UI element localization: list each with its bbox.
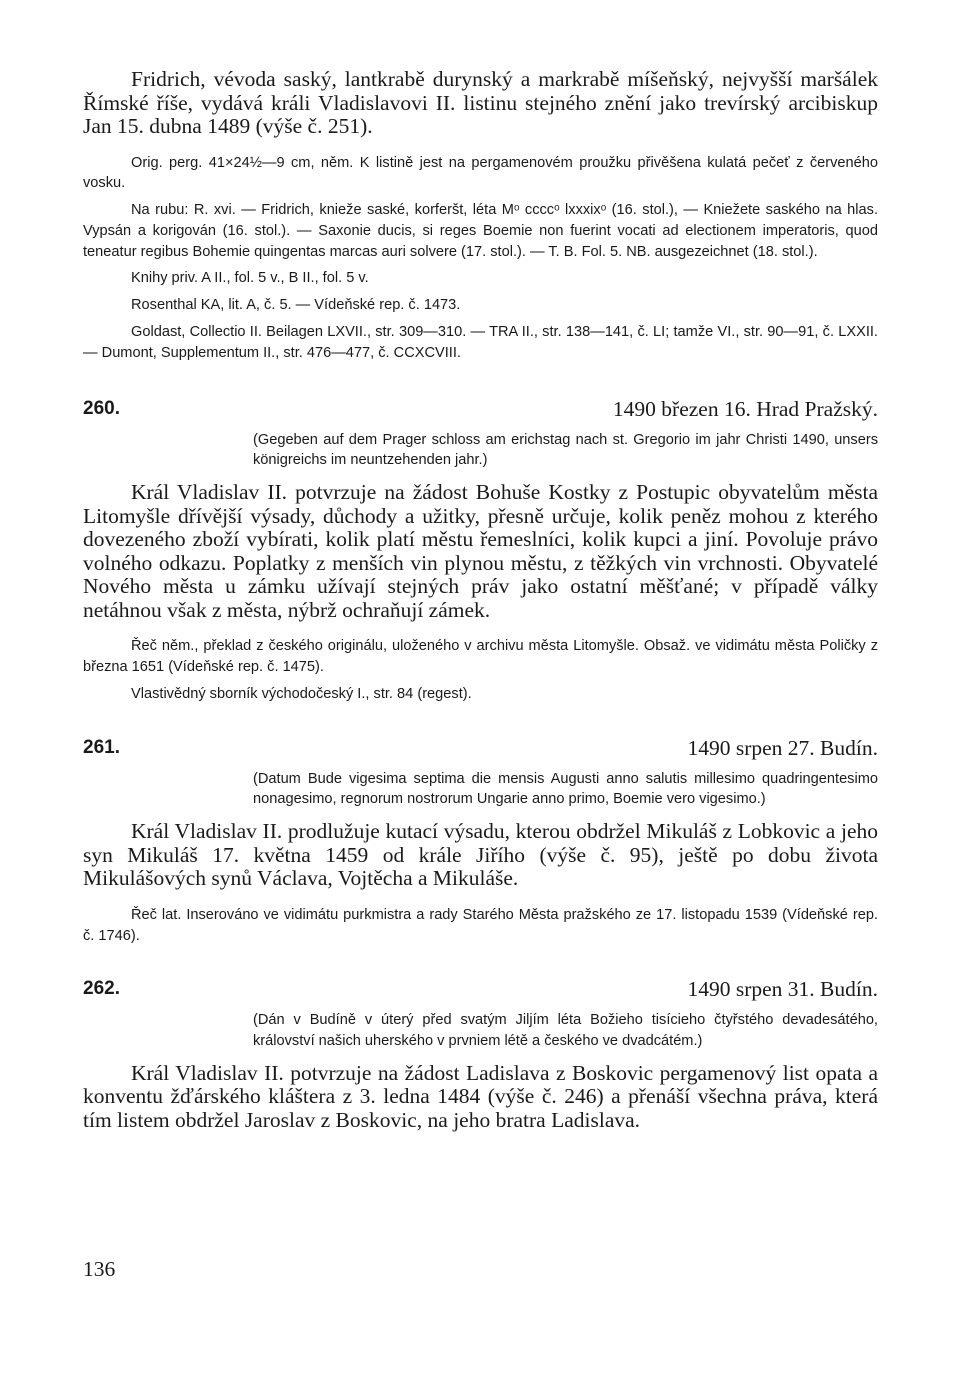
intro-note: Knihy priv. A II., fol. 5 v., B II., fol. 5 v. bbox=[131, 270, 369, 287]
section-date: 1490 srpen 31. Budín. bbox=[687, 977, 878, 1002]
intro-note: Orig. perg. 41×24½—9 cm, něm. K listině jest na pergamenovém proužku přivěšena kulatá pečeť z červeného vosku. bbox=[83, 154, 878, 192]
section-heading bbox=[83, 976, 878, 1004]
intro-regest: Fridrich, vévoda saský, lantkrabě durynský a markrabě míšeňský, nejvyšší maršálek Římské říše, vydává králi Vladislavovi II. listinu stejného znění jako trevírský arcibiskup Jan 15. dubna 1489 (výše č. 251). bbox=[83, 67, 878, 138]
section-date: 1490 srpen 27. Budín. bbox=[687, 735, 878, 760]
intro-note: Na rubu: R. xvi. — Fridrich, knieže saské, korferšt, léta Mᵒ ccccᵒ lxxxixᵒ (16. stol.), — Kniežete saského na hlas. Vypsán a korigován (16. stol.). — Saxonie ducis, si reges Boemie non fuerint vocati ad electionem imperatoris, quod teneatur regibus Bohemie quingentas marcas auri solvere (17. stol.). — T. B. Fol. 5. NB. ausgezeichnet (18. stol.). bbox=[83, 202, 878, 260]
intro-note: Rosenthal KA, lit. A, č. 5. — Vídeňské rep. č. 1473. bbox=[131, 297, 461, 314]
section-regest: Král Vladislav II. potvrzuje na žádost Ladislava z Boskovic pergamenový list opata a konventu žďárského kláštera z 3. ledna 1484 (výše č. 246) a přenáší všechna práva, která tím listem obdržel Jaroslav z Boskovic, na jeho bratra Ladislava. bbox=[83, 1060, 878, 1132]
page-number: 136 bbox=[83, 1257, 116, 1281]
section-quote: (Gegeben auf dem Prager schloss am erichstag nach st. Gregorio im jahr Christi 1490, unsers königreichs im neuntzehenden jahr.) bbox=[253, 431, 878, 469]
section-note: Řeč lat. Inserováno ve vidimátu purkmistra a rady Starého Města pražského ze 17. listopadu 1539 (Vídeňské rep. č. 1746). bbox=[83, 906, 878, 944]
intro-note: Goldast, Collectio II. Beilagen LXVII., str. 309—310. — TRA II., str. 138—141, č. LI; tamže VI., str. 90—91, č. LXXII. — Dumont, Supplementum II., str. 476—477, č. CCXCVIII. bbox=[83, 324, 878, 361]
intro-block bbox=[83, 68, 878, 364]
section-number: 261. bbox=[83, 736, 120, 758]
section-260 bbox=[83, 396, 878, 705]
document-page bbox=[83, 68, 878, 1132]
section-note: Vlastivědný sborník východočeský I., str. 84 (regest). bbox=[131, 685, 472, 702]
section-heading bbox=[83, 735, 878, 763]
section-heading bbox=[83, 396, 878, 424]
section-regest: Král Vladislav II. potvrzuje na žádost Bohuše Kostky z Postupic obyvatelům města Litomyšle dřívější výsady, důchody a užitky, přesně určuje, kolik peněz mohou z kterého dovezeného zboží vybírati, kolik platí městu řemeslníci, kolik kupci a jiní. Povoluje právo volného odkazu. Poplatky z menších vin plynou městu, z těžkých vin vrchnosti. Obyvatelé Nového města u zámku užívají stejných práv jako ostatní měšťané; v případě války netáhnou však z města, nýbrž ochraňují zámek. bbox=[83, 480, 878, 622]
section-quote: (Datum Bude vigesima septima die mensis Augusti anno salutis millesimo quadringentesimo nonagesimo, regnorum nostrorum Ungarie anno primo, Boemie vero vigesimo.) bbox=[253, 770, 878, 808]
section-261 bbox=[83, 735, 878, 947]
section-date: 1490 březen 16. Hrad Pražský. bbox=[612, 396, 878, 421]
section-262 bbox=[83, 976, 878, 1132]
section-regest: Král Vladislav II. prodlužuje kutací výsadu, kterou obdržel Mikuláš z Lobkovic a jeho syn Mikuláš 17. května 1459 od krále Jiřího (výše č. 95), ještě po dobu života Mikulášových synů Václava, Vojtěcha a Mikuláše. bbox=[83, 819, 878, 891]
section-number: 262. bbox=[83, 978, 120, 1000]
section-note: Řeč něm., překlad z českého originálu, uloženého v archivu města Litomyšle. Obsaž. ve vidimátu města Poličky z března 1651 (Vídeňské rep. č. 1475). bbox=[83, 638, 878, 676]
section-number: 260. bbox=[83, 397, 120, 419]
section-quote: (Dán v Budíně v úterý před svatým Jiljím léta Božieho tisícieho čtyřstého devadesátého, království našich uherského v prvniem létě a českého ve dvadcátém.) bbox=[253, 1012, 878, 1050]
